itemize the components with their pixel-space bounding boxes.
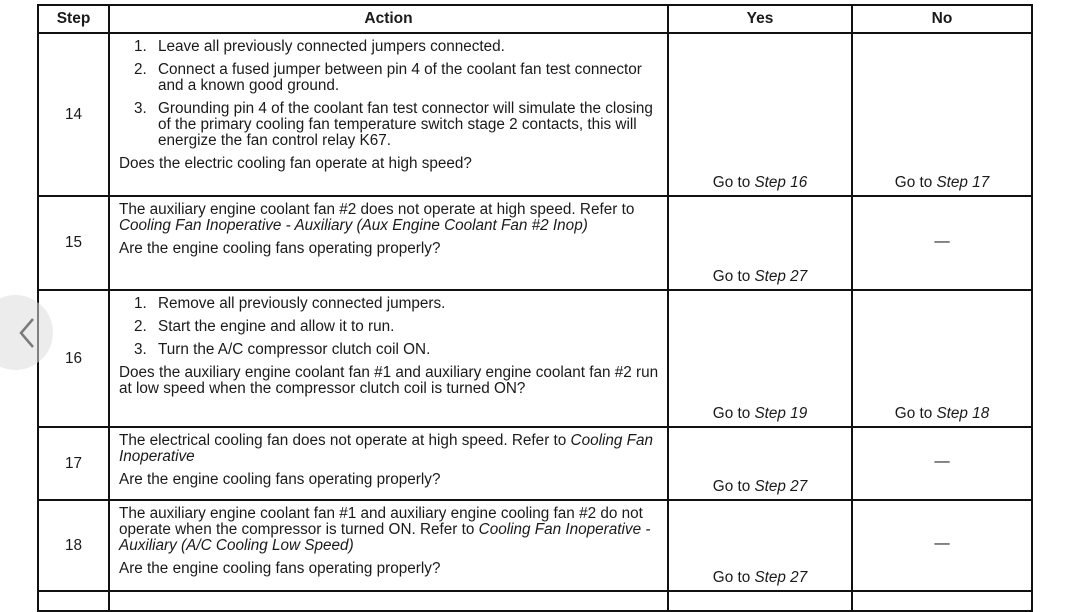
action-step — [119, 296, 659, 312]
action-cell — [109, 33, 668, 196]
goto-prefix: Go to — [712, 174, 755, 191]
action-cell — [109, 196, 668, 290]
step-item-number: 1. — [134, 295, 147, 312]
step-item-number: 1. — [134, 38, 147, 55]
no-cell — [852, 33, 1032, 196]
action-text — [119, 202, 659, 234]
action-step — [119, 319, 659, 335]
header-no: No — [852, 5, 1032, 33]
yes-cell — [668, 196, 852, 290]
step-item-number: 2. — [134, 318, 147, 335]
step-number: 18 — [38, 500, 109, 591]
step-item-number: 2. — [134, 61, 147, 78]
action-question: Does the auxiliary engine coolant fan #1 and auxiliary engine coolant fan #2 run at low speed when the compressor clutch coil is turned ON? — [119, 364, 659, 397]
table-row — [38, 427, 1032, 500]
goto-step-link[interactable]: Step 27 — [754, 569, 808, 586]
step-item-text: Turn the A/C compressor clutch coil ON. — [158, 341, 431, 358]
goto-prefix: Go to — [894, 174, 937, 191]
action-cell — [109, 500, 668, 591]
step-number: 16 — [38, 290, 109, 427]
goto-step-link[interactable]: Step 27 — [754, 268, 808, 285]
yes-cell — [668, 290, 852, 427]
goto-step-link[interactable]: Step 17 — [936, 174, 990, 191]
action-text — [119, 506, 659, 554]
no-cell: — — [852, 196, 1032, 290]
no-cell: — — [852, 500, 1032, 591]
table-row-partial — [38, 591, 1032, 611]
header-step: Step — [38, 5, 109, 33]
yes-cell — [668, 33, 852, 196]
table-row — [38, 290, 1032, 427]
action-cell — [109, 591, 668, 611]
action-question: Are the engine cooling fans operating properly? — [119, 471, 441, 488]
action-text — [119, 433, 659, 465]
table-row — [38, 500, 1032, 591]
step-number: 14 — [38, 33, 109, 196]
action-question: Are the engine cooling fans operating properly? — [119, 560, 441, 577]
no-cell: — — [852, 427, 1032, 500]
goto-step-link[interactable]: Step 18 — [936, 405, 990, 422]
yes-cell — [668, 427, 852, 500]
yes-cell — [668, 591, 852, 611]
step-item-text: Leave all previously connected jumpers connected. — [158, 38, 505, 55]
action-description: The electrical cooling fan does not operate at high speed. Refer to — [119, 432, 571, 449]
goto-step-link[interactable]: Step 27 — [754, 478, 808, 495]
goto-step-link[interactable]: Step 16 — [754, 174, 808, 191]
action-step — [119, 342, 659, 358]
action-question: Are the engine cooling fans operating properly? — [119, 240, 441, 257]
step-number — [38, 591, 109, 611]
step-item-text: Grounding pin 4 of the coolant fan test connector will simulate the closing of the primary cooling fan temperature switch stage 2 contacts, this will energize the fan control relay K67. — [158, 100, 653, 149]
step-number: 17 — [38, 427, 109, 500]
header-action: Action — [109, 5, 668, 33]
step-number: 15 — [38, 196, 109, 290]
action-step — [119, 101, 659, 149]
step-item-number: 3. — [134, 100, 147, 117]
action-steps — [119, 296, 659, 358]
chevron-left-icon — [18, 317, 36, 349]
no-cell — [852, 591, 1032, 611]
header-yes: Yes — [668, 5, 852, 33]
reference-link[interactable]: Cooling Fan Inoperative — [119, 432, 654, 465]
header-row — [38, 5, 1032, 33]
table-row — [38, 33, 1032, 196]
action-description: The auxiliary engine coolant fan #1 and auxiliary engine cooling fan #2 do not operate when the compressor is turned ON. Refer to — [119, 505, 643, 538]
step-item-text: Connect a fused jumper between pin 4 of the coolant fan test connector and a known good ground. — [158, 61, 642, 94]
action-cell — [109, 427, 668, 500]
step-item-number: 3. — [134, 341, 147, 358]
goto-step-link[interactable]: Step 19 — [754, 405, 808, 422]
no-cell — [852, 290, 1032, 427]
goto-prefix: Go to — [894, 405, 937, 422]
action-step — [119, 62, 659, 94]
diagnostic-table — [37, 4, 1033, 612]
reference-link[interactable]: Cooling Fan Inoperative - Auxiliary (A/C Cooling Low Speed) — [119, 521, 651, 554]
action-description: The auxiliary engine coolant fan #2 does not operate at high speed. Refer to — [119, 201, 635, 218]
goto-prefix: Go to — [712, 405, 755, 422]
action-question: Does the electric cooling fan operate at high speed? — [119, 155, 472, 172]
action-steps — [119, 39, 659, 149]
goto-prefix: Go to — [712, 569, 755, 586]
goto-prefix: Go to — [712, 478, 755, 495]
yes-cell — [668, 500, 852, 591]
action-cell — [109, 290, 668, 427]
reference-link[interactable]: Cooling Fan Inoperative - Auxiliary (Aux Engine Coolant Fan #2 Inop) — [119, 217, 588, 234]
table-row — [38, 196, 1032, 290]
step-item-text: Remove all previously connected jumpers. — [158, 295, 446, 312]
action-step — [119, 39, 659, 55]
step-item-text: Start the engine and allow it to run. — [158, 318, 395, 335]
goto-prefix: Go to — [712, 268, 755, 285]
